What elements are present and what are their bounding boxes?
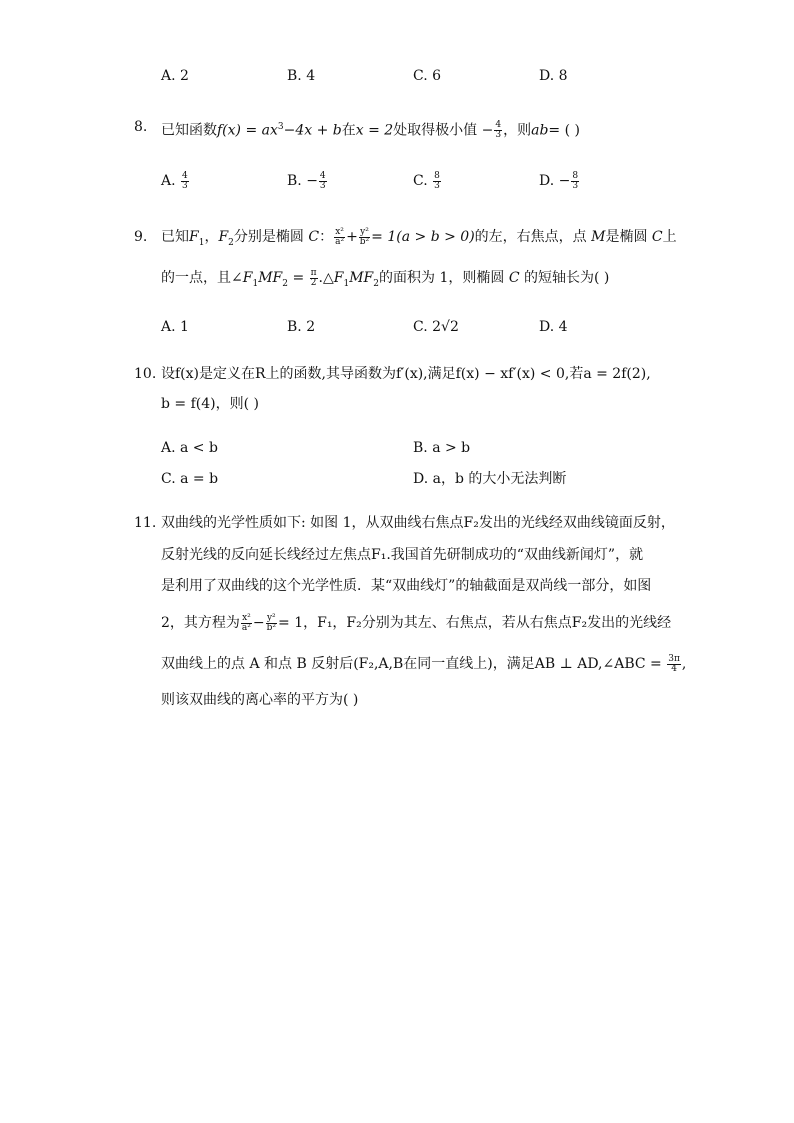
q10-stem-line2: b = f(4)，则( ) (161, 396, 259, 412)
q11-stem-line5: 双曲线上的点 A 和点 B 反射后(F₂,A,B在同一直线上)，满足AB ⊥ AD,∠ABC = $\frac{3\pi}{4}$ , (161, 653, 687, 674)
q9-number: 9. (134, 229, 148, 245)
q7-option-c: C. 6 (413, 68, 442, 84)
q8-option-a: A. $\frac{4}{3}$ (161, 170, 188, 191)
q10-stem-line1: 设f(x)是定义在R上的函数,其导函数为f′(x),满足f(x) − xf′(x) < 0,若a = 2f(2), (161, 366, 651, 382)
q11-number: 11. (134, 515, 157, 531)
q9-stem-line1: 已知$F_1$，$F_2$分别是椭圆 C： $\frac{\text{x²}}{\text{a²}}$ + $\frac{\text{y²}}{\text{b²}}$ = 1(a > b > 0)的左，右焦点，点 M是椭圆 C上 (161, 226, 677, 248)
q11-stem-line6: 则该双曲线的离心率的平方为( ) (161, 692, 359, 708)
q10-option-a: A. a < b (161, 440, 218, 456)
q9-option-c: C. 2√2 (413, 319, 459, 335)
q9-option-d: D. 4 (539, 319, 568, 335)
q10-option-d: D. a，b 的大小无法判断 (413, 471, 567, 487)
q11-stem-line4: 2，其方程为 $\frac{\text{x²}}{\text{a²}}$ − $\frac{\text{y²}}{\text{b²}}$ = 1，F₁，F₂分别为其左、右焦点，若从右焦点F₂发出的光线经 (161, 612, 672, 633)
q8-stem: 已知函数$f(x) = ax^3-4x + b$在x = 2处取得极小值 − $\frac{4}{3}$ ，则ab= ( ) (161, 120, 580, 141)
q10-option-c: C. a = b (161, 471, 219, 487)
q7-option-a: A. 2 (161, 68, 189, 84)
q8-option-c: C. $\frac{8}{3}$ (413, 170, 440, 191)
q8-number: 8. (134, 119, 148, 135)
q11-stem-line1: 双曲线的光学性质如下: 如图 1，从双曲线右焦点F₂发出的光线经双曲线镜面反射， (161, 515, 675, 531)
q8-option-d: D. − $\frac{8}{3}$ (539, 170, 579, 191)
q10-option-b: B. a > b (413, 440, 471, 456)
q11-stem-line2: 反射光线的反向延长线经过左焦点F₁.我国首先研制成功的“双曲线新闻灯”，就 (161, 547, 644, 563)
q8-option-b: B. − $\frac{4}{3}$ (287, 170, 326, 191)
q11-stem-line3: 是利用了双曲线的这个光学性质．某“双曲线灯”的轴截面是双尚线一部分，如图 (161, 578, 652, 594)
q7-option-b: B. 4 (287, 68, 316, 84)
q9-option-a: A. 1 (161, 319, 189, 335)
q9-option-b: B. 2 (287, 319, 316, 335)
q9-stem-line2: 的一点，且$\angle F_1MF_2$ = $\frac{\pi}{2}$ $.\triangle F_1MF_2$的面积为 1，则椭圆 C 的短轴长为( ) (161, 267, 610, 289)
q7-option-d: D. 8 (539, 68, 568, 84)
q10-number: 10. (134, 366, 157, 382)
